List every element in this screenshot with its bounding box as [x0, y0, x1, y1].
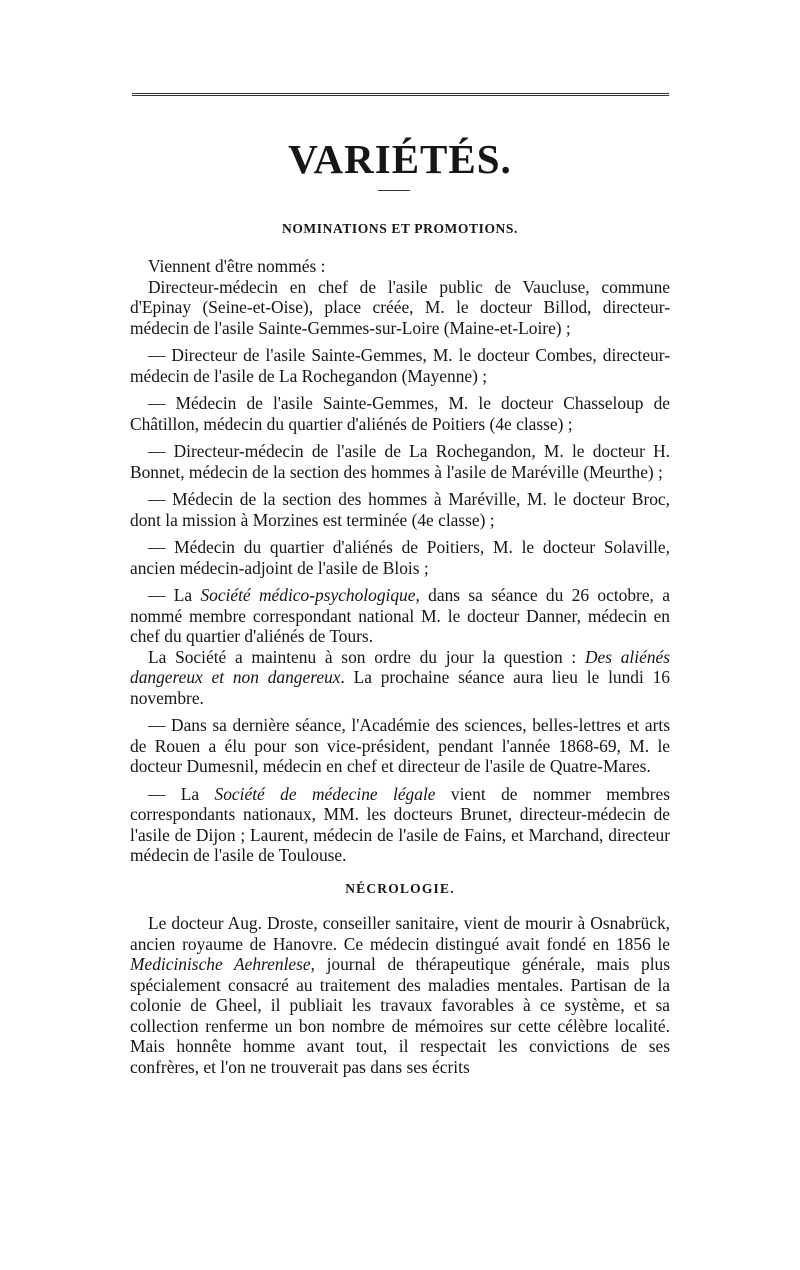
text-run: — La: [148, 585, 201, 605]
text-run: , dans sa séance du 26 octobre, a nommé membre correspondant national M. le docteur Danner, médecin en chef du quartier d'aliénés de Tours.: [130, 585, 670, 646]
necrologie-section: [130, 913, 670, 1077]
text-run: . La prochaine séance aura lieu le lundi 16 novembre.: [130, 667, 670, 708]
society-name: Société médico-psychologique: [200, 585, 416, 605]
paragraph-droste: [130, 913, 670, 1077]
header-double-rule: [132, 93, 669, 96]
paragraph: Directeur-médecin en chef de l'asile public de Vaucluse, commune d'Epinay (Seine-et-Oise), place créée, M. le docteur Billod, directeur-médecin de l'asile Sainte-Gemmes-sur-Loire (Maine-et-Loire) ;: [130, 276, 670, 338]
section-title-necrologie: NÉCROLOGIE.: [345, 881, 455, 896]
paragraph-societe-medico-psychologique: [130, 585, 670, 647]
paragraph: — Médecin du quartier d'aliénés de Poitiers, M. le docteur Solaville, ancien médecin-adjoint de l'asile de Blois ;: [130, 537, 670, 578]
paragraph: — Médecin de l'asile Sainte-Gemmes, M. le docteur Chasseloup de Châtillon, médecin du quartier d'aliénés de Poitiers (4e classe) ;: [130, 393, 670, 434]
nominations-section: [130, 256, 670, 866]
paragraph-ordre-du-jour: [130, 647, 670, 709]
text-run: , journal de thérapeutique générale, mais plus spécialement consacré au traitement des maladies mentales. Partisan de la colonie de Gheel, il publiait les travaux favorables à ce système, et sa collection renferme un bon nombre de mémoires sur cette célèbre localité. Mais honnête homme avant tout, il respectait les convictions de ses confrères, et l'on ne trouverait pas dans ses écrits: [130, 954, 670, 1077]
text-run: Le docteur Aug. Droste, conseiller sanitaire, vient de mourir à Osnabrück, ancien royaume de Hanovre. Ce médecin distingué avait fondé en 1856 le: [130, 913, 670, 954]
paragraph: — Directeur-médecin de l'asile de La Rochegandon, M. le docteur H. Bonnet, médecin de la section des hommes à l'asile de Maréville (Meurthe) ;: [130, 441, 670, 482]
title-divider: [378, 190, 410, 191]
paragraph-medecine-legale: [130, 784, 670, 866]
text-run: La Société a maintenu à son ordre du jour la question :: [148, 646, 585, 667]
question-title: Des aliénés dangereux et non dangereux: [130, 646, 670, 687]
paragraph-academie: — Dans sa dernière séance, l'Académie des sciences, belles-lettres et arts de Rouen a élu pour son vice-président, pendant l'année 1868-69, M. le docteur Dumesnil, médecin en chef et directeur de l'asile de Quatre-Mares.: [130, 715, 670, 776]
journal-name: Medicinische Aehrenlese: [130, 954, 311, 974]
society-name: Société de médecine légale: [214, 783, 436, 804]
section-title-nominations: NOMINATIONS ET PROMOTIONS.: [281, 221, 518, 236]
page-title: VARIÉTÉS.: [288, 136, 512, 182]
paragraph: — Directeur de l'asile Sainte-Gemmes, M. le docteur Combes, directeur-médecin de l'asile de La Rochegandon (Mayenne) ;: [130, 345, 670, 386]
paragraph: — Médecin de la section des hommes à Maréville, M. le docteur Broc, dont la mission à Morzines est terminée (4e classe) ;: [130, 489, 670, 530]
text-run: — La: [148, 783, 215, 804]
paragraph: Viennent d'être nommés :: [148, 256, 326, 276]
text-run: vient de nommer membres correspondants nationaux, MM. les docteurs Brunet, directeur-médecin de l'asile de Dijon ; Laurent, médecin de l'asile de Fains, et Marchand, directeur médecin de l'asile de Toulouse.: [130, 783, 670, 865]
